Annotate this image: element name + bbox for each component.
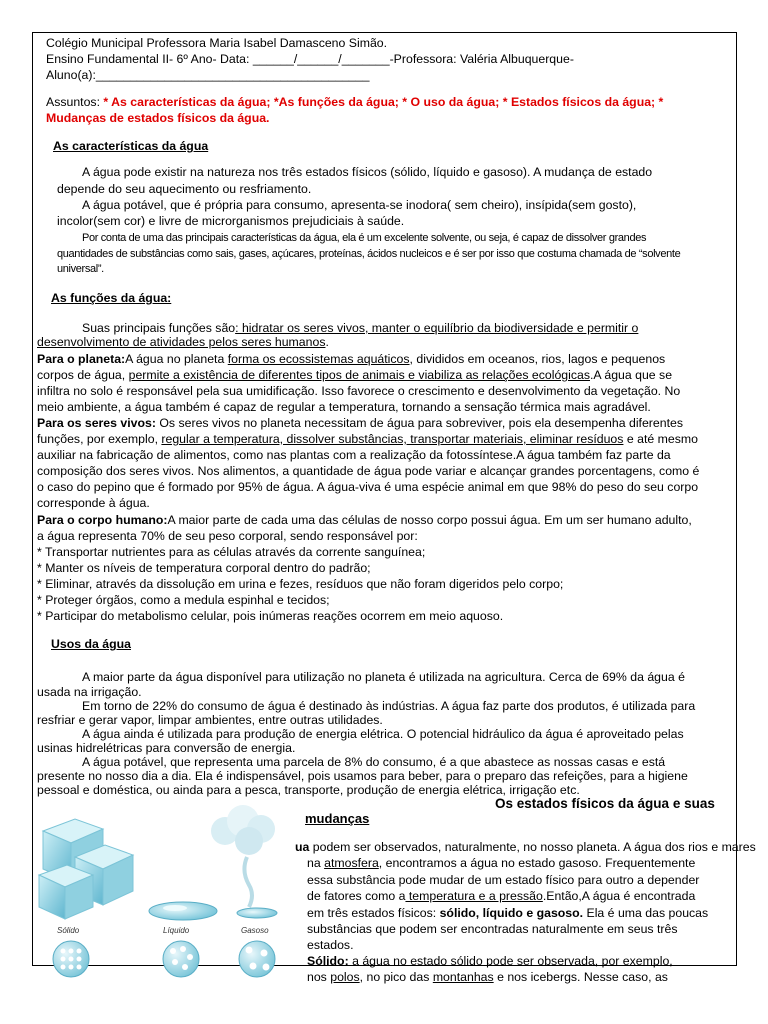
paragraph-line	[37, 432, 698, 446]
underlined-text: atmosfera	[324, 856, 379, 870]
text-span: a água no estado sólido pode ser observada, por exemplo,	[348, 954, 673, 968]
underlined-text: polos	[330, 970, 360, 984]
paragraph-line: usinas hidrelétricas para conversão de energia.	[37, 741, 296, 755]
bold-label: sólido, líquido e gasoso.	[439, 906, 584, 920]
paragraph-line: Em torno de 22% do consumo de água é destinado às indústrias. A água faz parte dos produtos, é utilizada para	[82, 699, 696, 713]
paragraph-line	[307, 954, 673, 968]
water-states-illustration	[35, 801, 305, 971]
paragraph-line	[37, 335, 329, 349]
paragraph-line: pessoal e doméstica, ou ainda para a pesca, transporte, produção de energia elétrica, irrigação etc.	[37, 783, 580, 797]
underlined-text: regular a temperatura, dissolver substâncias, transportar materiais, eliminar resíduos	[161, 432, 624, 446]
text-span: .Então,A água é encontrada	[542, 889, 696, 903]
text-span: Suas principais funções são	[82, 321, 236, 335]
paragraph-line	[307, 889, 695, 903]
paragraph-line	[295, 840, 756, 854]
paragraph-line: quantidades de substâncias como sais, gases, açúcares, proteínas, ácidos nucleicos e é ser por isso que costuma chamada de “solvente	[57, 248, 681, 260]
subjects-line-1	[46, 95, 663, 109]
underlined-text: desenvolvimento de atividades pelos seres humanos	[37, 335, 326, 349]
underlined-text: montanhas	[432, 970, 494, 984]
paragraph-line: resfriar e gerar vapor, limpar ambientes, entre outras utilidades.	[37, 713, 383, 727]
liquid-molecules-icon	[163, 941, 199, 977]
text-span: de fatores como a	[307, 889, 406, 903]
paragraph-line: A maior parte da água disponível para utilização no planeta é utilizada na agricultura. Cerca de 69% da água é	[82, 670, 685, 684]
label-gas: Gasoso	[241, 926, 269, 935]
paragraph-line: estados.	[307, 938, 354, 952]
school-name: Colégio Municipal Professora Maria Isabel Damasceno Simão.	[46, 36, 388, 50]
text-span: na	[307, 856, 325, 870]
text-span: , divididos em oceanos, rios, lagos e pequenos	[409, 352, 666, 366]
ice-cubes-icon	[39, 819, 133, 919]
section-title-states-2: mudanças	[305, 811, 370, 826]
paragraph-line: depende do seu aquecimento ou resfriamento.	[57, 182, 312, 196]
text-span: .A água que se	[590, 368, 673, 382]
paragraph-line	[307, 906, 708, 920]
course-line: Ensino Fundamental II- 6º Ano- Data: ______/______/_______-Professora: Valéria Albuquerque-	[46, 52, 574, 66]
paragraph-line: corresponde à água.	[37, 496, 150, 510]
paragraph-line: A água potável, que representa uma parcela de 8% do consumo, é a que abastece as nossas casas e está	[82, 755, 666, 769]
paragraph-line: infiltra no solo é responsável pela sua umidificação. Isso favorece o crescimento e desenvolvimento da vegetação. No	[37, 384, 681, 398]
text-span: A água no planeta	[125, 352, 228, 366]
label-liquid: Líquido	[163, 926, 190, 935]
paragraph-line	[307, 970, 668, 984]
bold-label: Para o corpo humano:	[37, 513, 168, 527]
section-title-characteristics: As características da água	[53, 139, 209, 153]
student-line: Aluno(a):________________________________________	[46, 68, 370, 82]
paragraph-line: A água ainda é utilizada para produção de energia elétrica. O potencial hidráulico da água é aproveitado pelas	[82, 727, 684, 741]
section-title-uses: Usos da água	[51, 637, 131, 651]
text-span: , no pico das	[359, 970, 433, 984]
bold-label: Para o planeta:	[37, 352, 126, 366]
text-span: em três estados físicos:	[307, 906, 440, 920]
bold-label: Para os seres vivos:	[37, 416, 156, 430]
bullet-item: * Proteger órgãos, como a medula espinhal e tecidos;	[37, 593, 330, 607]
bold-label: ua	[295, 840, 310, 854]
paragraph-line: incolor(sem cor) e livre de microrganismos prejudiciais à saúde.	[57, 214, 405, 228]
paragraph-line: Por conta de uma das principais características da água, ela é um excelente solvente, ou seja, é capaz de dissolver grandes	[82, 232, 647, 244]
paragraph-line	[37, 513, 692, 527]
paragraph-line	[37, 416, 683, 430]
paragraph-line: presente no nosso dia a dia. Ela é indispensável, pois usamos para beber, para o preparo das refeições, para a higiene	[37, 769, 688, 783]
text-span: funções, por exemplo,	[37, 432, 162, 446]
vapor-cloud-icon	[211, 805, 277, 918]
paragraph-line: substâncias que podem ser encontradas naturalmente em seus três	[307, 922, 678, 936]
paragraph-line: meio ambiente, a água também é capaz de regular a temperatura, tornando a sensação térmica mais agradável.	[37, 400, 651, 414]
paragraph-line: essa substância pode mudar de um estado físico para outro a depender	[307, 873, 700, 887]
text-span: A maior parte de cada uma das células de nosso corpo possui água. Em um ser humano adulto,	[167, 513, 692, 527]
text-span: corpos de água,	[37, 368, 129, 382]
subjects-line-2: Mudanças de estados físicos da água.	[46, 111, 270, 125]
paragraph-line	[37, 352, 665, 366]
text-span: e até mesmo	[623, 432, 698, 446]
paragraph-line: auxiliar na fabricação de alimentos, como nas plantas com a realização da fotossíntese.A água também faz parte da	[37, 448, 671, 462]
underlined-text: permite a existência de diferentes tipos de animais e viabiliza as relações ecológicas	[128, 368, 590, 382]
text-span: nos	[307, 970, 331, 984]
paragraph-line: a água representa 70% de seu peso corporal, sendo responsável por:	[37, 529, 418, 543]
text-span: , encontramos a água no estado gasoso. Frequentemente	[378, 856, 696, 870]
paragraph-line: usada na irrigação.	[37, 685, 142, 699]
solid-molecules-icon	[53, 941, 89, 977]
paragraph-line: composição dos seres vivos. Nos alimentos, a quantidade de água pode variar e alcançar grandes porcentagens, como é	[37, 464, 700, 478]
section-title-functions: As funções da água:	[51, 291, 172, 305]
underlined-text: temperatura e a pressão	[405, 889, 543, 903]
bullet-item: * Transportar nutrientes para as células através da corrente sanguínea;	[37, 545, 426, 559]
paragraph-line: universal”.	[57, 263, 104, 275]
text-span: Ela é uma das poucas	[583, 906, 709, 920]
worksheet-page	[32, 32, 756, 984]
underlined-text: forma os ecossistemas aquáticos	[227, 352, 410, 366]
paragraph-line	[307, 856, 695, 870]
bullet-item: * Manter os níveis de temperatura corporal dentro do padrão;	[37, 561, 371, 575]
bullet-item: * Eliminar, através da dissolução em urina e fezes, resíduos que não foram digeridos pelo corpo;	[37, 577, 564, 591]
text-span: .	[325, 335, 329, 349]
subjects-label: Assuntos:	[46, 95, 104, 109]
underlined-text: : hidratar os seres vivos, manter o equilíbrio da biodiversidade e permitir o	[235, 321, 639, 335]
bullet-item: * Participar do metabolismo celular, pois inúmeras reações ocorrem em meio aquoso.	[37, 609, 504, 623]
label-solid: Sólido	[57, 926, 80, 935]
text-span: podem ser observados, naturalmente, no nosso planeta. A água dos rios e mares	[309, 840, 756, 854]
water-puddle-icon	[149, 902, 217, 920]
paragraph-line: A água pode existir na natureza nos três estados físicos (sólido, líquido e gasoso). A mudança de estado	[82, 165, 653, 179]
section-title-states-1: Os estados físicos da água e suas	[495, 796, 715, 811]
text-span: Os seres vivos no planeta necessitam de água para sobreviver, pois ela desempenha diferentes	[155, 416, 683, 430]
gas-molecules-icon	[239, 941, 275, 977]
paragraph-line	[82, 321, 638, 335]
paragraph-line: o caso do pepino que é formado por 95% de água. A água-viva é uma espécie animal em que 98% do peso do seu corpo	[37, 480, 699, 494]
bold-label: Sólido:	[307, 954, 349, 968]
paragraph-line: A água potável, que é própria para consumo, apresenta-se inodora( sem cheiro), insípida(sem gosto),	[82, 198, 637, 212]
text-span: e nos icebergs. Nesse caso, as	[493, 970, 668, 984]
subjects-list-1: * As características da água; *As funções da água; * O uso da água; * Estados físicos da água; *	[103, 95, 664, 109]
paragraph-line	[37, 368, 672, 382]
